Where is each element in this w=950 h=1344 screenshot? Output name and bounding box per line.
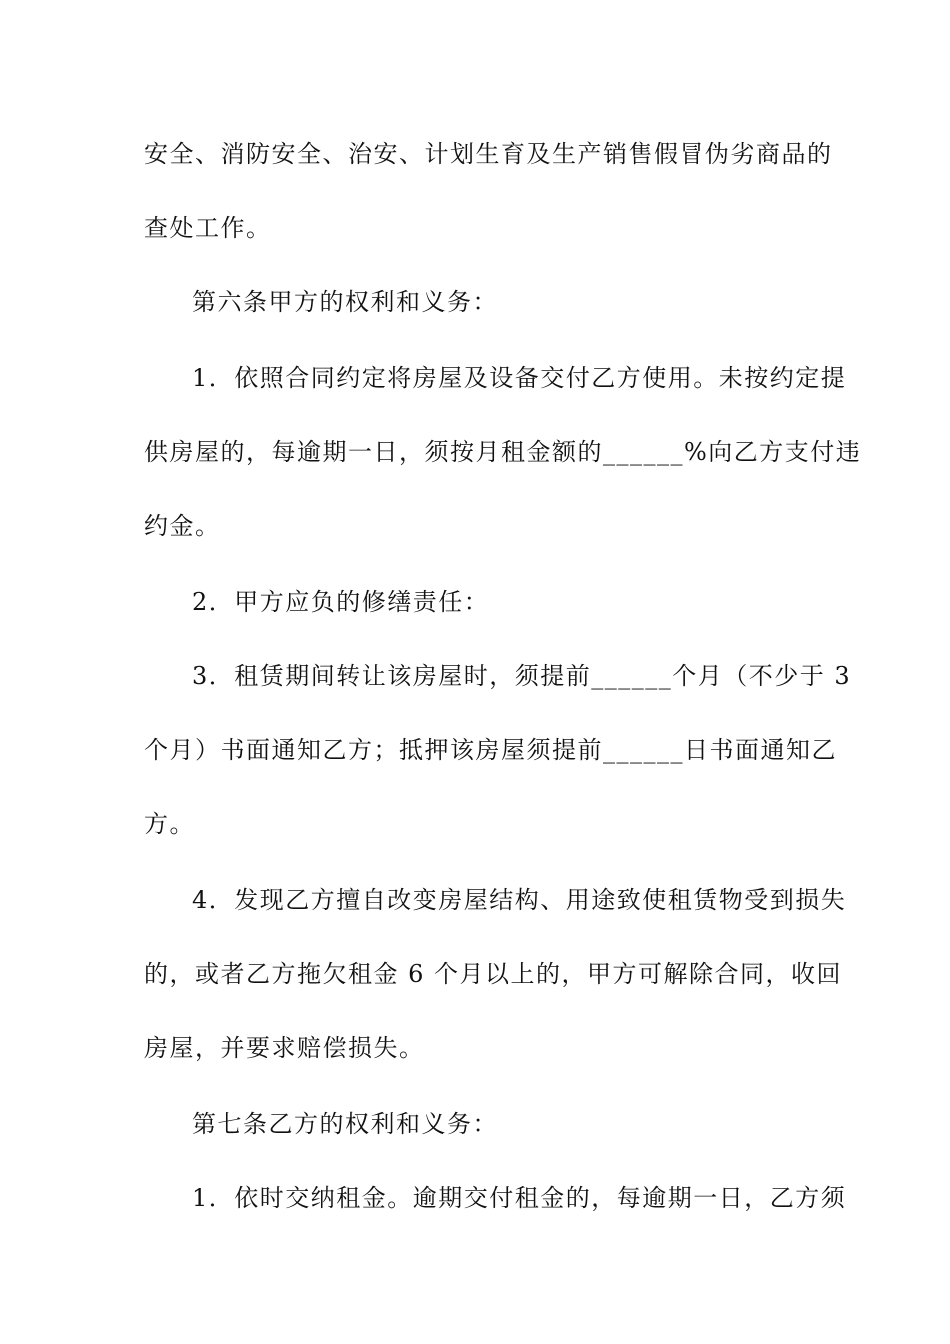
- text-line: 个月）书面通知乙方；抵押该房屋须提前______日书面通知乙: [144, 736, 837, 764]
- text-line: 安全、消防安全、治安、计划生育及生产销售假冒伪劣商品的: [144, 140, 833, 168]
- list-item: 3．租赁期间转让该房屋时，须提前______个月（不少于 3: [192, 662, 852, 690]
- text-line: 约金。: [144, 512, 221, 540]
- list-item: 1．依照合同约定将房屋及设备交付乙方使用。未按约定提: [192, 364, 847, 392]
- text-line: 查处工作。: [144, 214, 272, 242]
- text-line: 供房屋的，每逾期一日，须按月租金额的______%向乙方支付违: [144, 438, 862, 466]
- list-item: 2．甲方应负的修缮责任：: [192, 588, 490, 616]
- text-line: 房屋，并要求赔偿损失。: [144, 1034, 425, 1062]
- text-line: 的，或者乙方拖欠租金 6 个月以上的，甲方可解除合同，收回: [144, 960, 843, 988]
- list-item: 1．依时交纳租金。逾期交付租金的，每逾期一日，乙方须: [192, 1184, 847, 1212]
- text-line: 方。: [144, 810, 195, 838]
- list-item: 4．发现乙方擅自改变房屋结构、用途致使租赁物受到损失: [192, 886, 847, 914]
- section-heading: 第六条甲方的权利和义务：: [192, 288, 498, 316]
- section-heading: 第七条乙方的权利和义务：: [192, 1110, 498, 1138]
